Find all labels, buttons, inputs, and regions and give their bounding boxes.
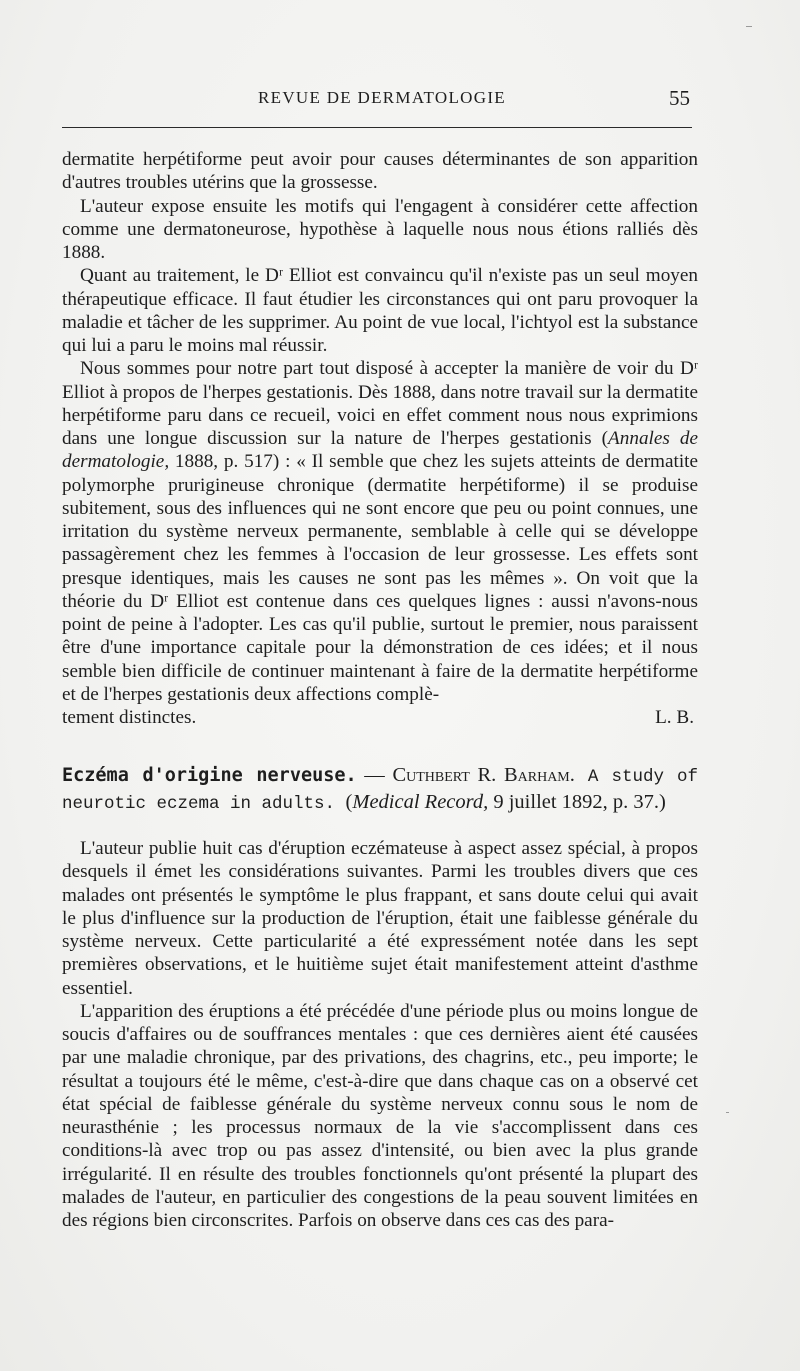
paragraph-text: Nous sommes pour notre part tout disposé à accepter la manière de voir du Dʳ Elliot à propos de l'herpes gestationis. Dès 1888, dans notre travail sur la dermatite herpétiforme paru dans ce recueil, voici en effet comment nous nous exprimions dans une longue discussion sur la nature de l'herpes gestationis ( <box>62 358 698 449</box>
page-header <box>62 88 694 118</box>
paragraph: Quant au traitement, le Dʳ Elliot est convaincu qu'il n'existe pas un seul moyen thérapeutique efficace. Il faut étudier les circonstances qui ont paru provoquer la maladie et tâcher de les supprimer. Au point de vue local, l'ichtyol est la substance qui lui a paru le moins mal réussir. <box>62 265 698 356</box>
paragraph: dermatite herpétiforme peut avoir pour causes déterminantes de son apparition d'autres troubles utérins que la grossesse. <box>62 149 698 194</box>
citation-open: ( <box>345 791 353 813</box>
review-article <box>62 763 698 1232</box>
paper-speck <box>746 26 752 27</box>
paragraph-text: tement distinctes. <box>62 707 197 728</box>
work-title: A study of neurotic eczema in adults. <box>62 767 698 814</box>
journal-citation: Annales de dermatologie, <box>62 428 698 473</box>
paper-speck <box>726 1112 729 1113</box>
closing-line <box>62 706 698 729</box>
article-title: Eczéma d'origine nerveuse. <box>62 765 357 786</box>
header-rule <box>62 127 692 128</box>
paragraph: L'auteur expose ensuite les motifs qui l'engagent à considérer cette affection comme une dermatoneurose, hypothèse à laquelle nous nous étions ralliés dès 1888. <box>62 195 698 263</box>
heading-dash: — <box>356 764 393 786</box>
citation-details: 9 juillet 1892, p. 37.) <box>488 791 666 813</box>
article-body <box>62 837 698 1232</box>
review-continuation <box>62 148 698 729</box>
paragraph: L'apparition des éruptions a été précédée d'une période plus ou moins longue de soucis d'affaires ou de souffrances mentales : que ces dernières aient été causées par une maladie chronique, par des privations, des chagrins, etc., peu importe; le résultat a toujours été le même, c'est-à-dire que dans chaque cas on a observé cet état spécial de faiblesse générale du système nerveux connu sous le nom de neurasthénie ; les processus normaux de la vie s'accomplissent dans ces conditions-là avec trop ou pas assez d'intensité, ou bien avec la plus grande irrégularité. Il en résulte des troubles fonctionnels qu'ont présenté la plupart des malades de l'auteur, en particulier des congestions de la peau souvent limitées en des régions bien circonscrites. Parfois on observe dans ces cas des para- <box>62 1000 698 1231</box>
running-title: REVUE DE DERMATOLOGIE <box>258 88 506 107</box>
signature: L. B. <box>655 707 694 728</box>
article-heading <box>62 763 698 817</box>
paragraph <box>62 357 698 706</box>
paragraph: L'auteur publie huit cas d'éruption eczémateuse à aspect assez spécial, à propos desquels il émet les considérations suivantes. Parmi les troubles divers que ces malades ont présentés le symptôme le plus frappant, et sans doute celui qui avait le plus d'influence sur la production de l'éruption, était une faiblesse générale du système nerveux. Cette particularité a été expressément notée dans les sept premières observations, et le huitième sujet était manifestement atteint d'asthme essentiel. <box>62 838 698 999</box>
article-author: Cuthbert R. Barham. <box>392 764 575 786</box>
paragraph-text: 1888, p. 517) : « Il semble que chez les sujets atteints de dermatite polymorphe prurigineuse chronique (dermatite herpétiforme) il se produise subitement, sous des influences qui ne sont encore que peu ou point connues, une irritation du système nerveux permanente, semblable à celle qui se développe passagèrement chez les femmes à l'occasion de leur grossesse. Les effets sont presque identiques, mais les causes ne sont pas les mêmes ». On voit que la théorie du Dʳ Elliot est contenue dans ces quelques lignes : aussi n'avons-nous point de peine à l'adopter. Les cas qu'il publie, surtout le premier, nous paraissent être d'une importance capitale pour la démonstration de ces idées; et il nous semble bien difficile de continuer maintenant à faire de la dermatite herpétiforme et de l'herpes gestationis deux affections complè- <box>62 451 698 705</box>
page-number: 55 <box>669 86 690 110</box>
journal-name: Medical Record, <box>352 791 489 813</box>
